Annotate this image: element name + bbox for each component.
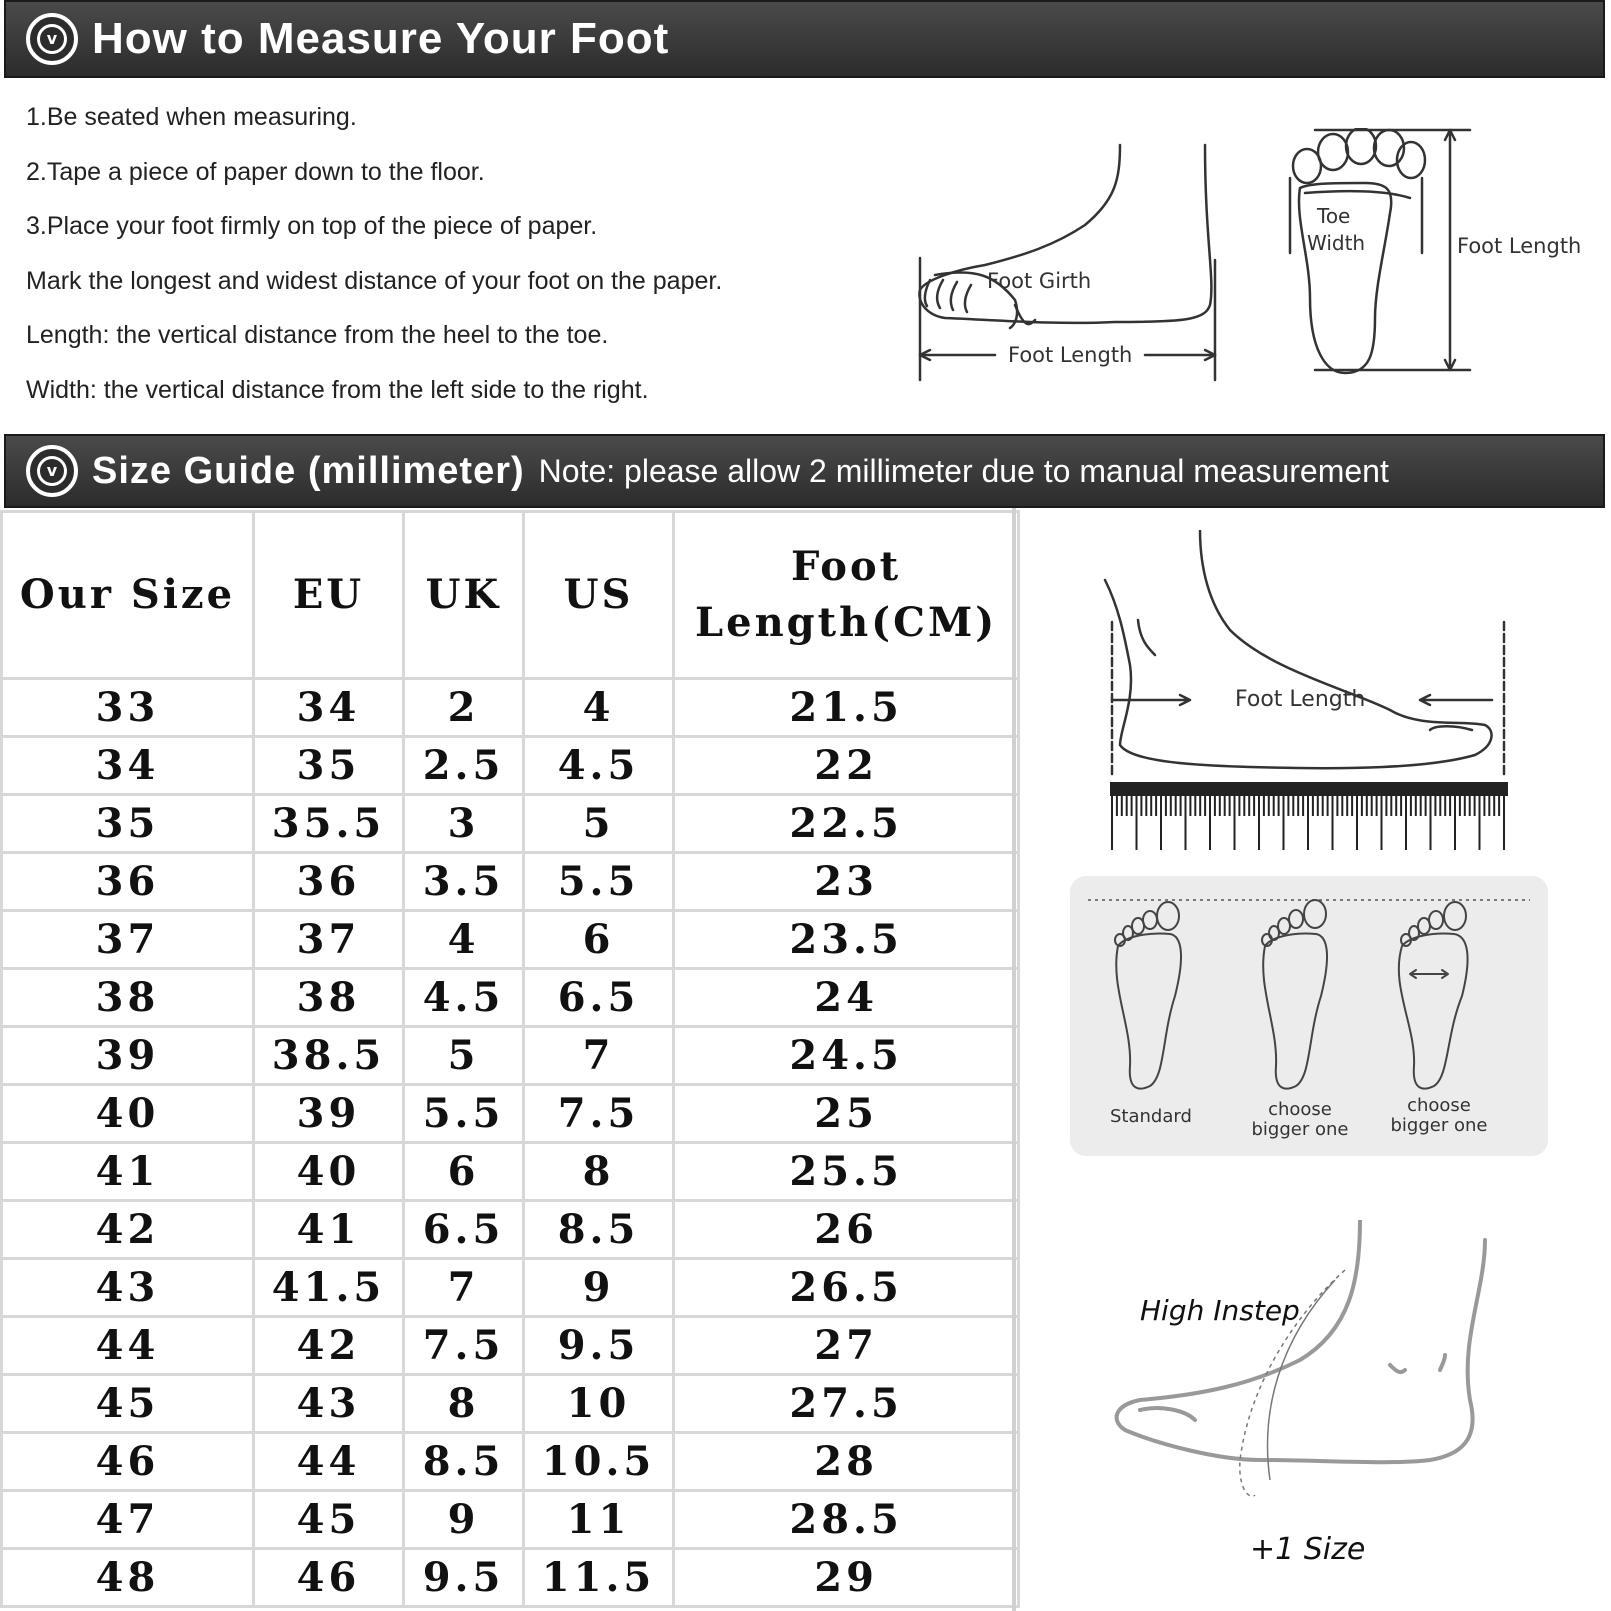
plus-one-size-text: +1 Size (1250, 1532, 1366, 1567)
header-foot-length: Foot Length(CM) (674, 512, 1019, 679)
table-cell: 47 (2, 1491, 254, 1549)
table-cell: 46 (2, 1433, 254, 1491)
table-cell: 42 (2, 1201, 254, 1259)
high-instep-label: High Instep (1140, 1294, 1300, 1327)
step-2: 2.Tape a piece of paper down to the floor. (26, 157, 485, 186)
table-cell: 39 (2, 1027, 254, 1085)
table-row (2, 1259, 1019, 1317)
table-cell: 42 (254, 1317, 404, 1375)
foot-length-side-label: Foot Length (1008, 343, 1133, 367)
table-row (2, 1375, 1019, 1433)
table-cell: 41 (2, 1143, 254, 1201)
table-cell: 10 (524, 1375, 674, 1433)
table-cell: 25 (674, 1085, 1019, 1143)
table-cell: 26.5 (674, 1259, 1019, 1317)
table-row (2, 1085, 1019, 1143)
table-cell: 23 (674, 853, 1019, 911)
table-row (2, 1201, 1019, 1259)
toe-width-label-1: Toe (1317, 204, 1351, 228)
table-cell: 10.5 (524, 1433, 674, 1491)
table-row (2, 1433, 1019, 1491)
table-cell: 25.5 (674, 1143, 1019, 1201)
table-cell: 23.5 (674, 911, 1019, 969)
table-cell: 8 (524, 1143, 674, 1201)
header-us: US (524, 512, 674, 679)
table-cell: 6 (524, 911, 674, 969)
table-cell: 9.5 (404, 1549, 524, 1607)
table-row (2, 679, 1019, 737)
table-row (2, 1317, 1019, 1375)
table-cell: 3.5 (404, 853, 524, 911)
table-cell: 5 (524, 795, 674, 853)
table-cell: 41 (254, 1201, 404, 1259)
table-cell: 5.5 (524, 853, 674, 911)
table-cell: 4 (524, 679, 674, 737)
chevron-down-icon: v (26, 445, 78, 497)
ruler-foot-diagram (1100, 530, 1520, 850)
table-cell: 21.5 (674, 679, 1019, 737)
page-title: How to Measure Your Foot (92, 14, 670, 63)
table-cell: 7.5 (524, 1085, 674, 1143)
table-cell: 22.5 (674, 795, 1019, 853)
table-row (2, 1491, 1019, 1549)
table-cell: 26 (674, 1201, 1019, 1259)
table-cell: 45 (254, 1491, 404, 1549)
table-cell: 44 (254, 1433, 404, 1491)
label-standard: Standard (1110, 1106, 1192, 1127)
table-cell: 9 (404, 1491, 524, 1549)
table-cell: 35.5 (254, 795, 404, 853)
table-header-row (2, 512, 1019, 679)
toe-comparison-card (1070, 876, 1548, 1156)
label-choose-bigger-1: choose bigger one (1251, 1099, 1349, 1140)
size-guide-bar (4, 434, 1605, 508)
toe-width-label-2: Width (1307, 231, 1366, 255)
table-row (2, 1027, 1019, 1085)
table-cell: 8 (404, 1375, 524, 1433)
size-table (0, 510, 1020, 1608)
table-row (2, 853, 1019, 911)
step-1: 1.Be seated when measuring. (26, 103, 357, 131)
table-cell: 27 (674, 1317, 1019, 1375)
size-guide-note: Note: please allow 2 millimeter due to manual measurement (538, 452, 1389, 489)
column-divider (1012, 508, 1016, 1611)
table-cell: 41.5 (254, 1259, 404, 1317)
size-table-body (2, 679, 1019, 1607)
table-cell: 40 (254, 1143, 404, 1201)
table-cell: 6.5 (404, 1201, 524, 1259)
table-cell: 37 (2, 911, 254, 969)
table-cell: 11 (524, 1491, 674, 1549)
table-cell: 6 (404, 1143, 524, 1201)
table-cell: 5.5 (404, 1085, 524, 1143)
table-cell: 39 (254, 1085, 404, 1143)
table-row (2, 1549, 1019, 1607)
table-cell: 38 (2, 969, 254, 1027)
side-foot-diagram (915, 140, 1245, 390)
measure-steps (26, 96, 722, 423)
size-guide-title: Size Guide (millimeter) (92, 449, 525, 492)
table-cell: 28 (674, 1433, 1019, 1491)
table-cell: 7 (524, 1027, 674, 1085)
table-cell: 24.5 (674, 1027, 1019, 1085)
table-cell: 34 (2, 737, 254, 795)
table-cell: 28.5 (674, 1491, 1019, 1549)
table-cell: 4 (404, 911, 524, 969)
table-cell: 7 (404, 1259, 524, 1317)
table-cell: 45 (2, 1375, 254, 1433)
step-4: Mark the longest and widest distance of your foot on the paper. (26, 266, 723, 295)
table-cell: 36 (2, 853, 254, 911)
table-cell: 2.5 (404, 737, 524, 795)
step-5: Length: the vertical distance from the heel to the toe. (26, 321, 609, 349)
table-row (2, 795, 1019, 853)
table-cell: 35 (254, 737, 404, 795)
table-cell: 33 (2, 679, 254, 737)
table-cell: 2 (404, 679, 524, 737)
table-cell: 38.5 (254, 1027, 404, 1085)
table-cell: 35 (2, 795, 254, 853)
table-cell: 9 (524, 1259, 674, 1317)
table-cell: 7.5 (404, 1317, 524, 1375)
table-cell: 3 (404, 795, 524, 853)
sole-foot-diagram (1285, 128, 1605, 388)
ruler-foot-length-label: Foot Length (1235, 687, 1366, 712)
table-cell: 48 (2, 1549, 254, 1607)
header-bar (4, 0, 1605, 78)
table-cell: 43 (2, 1259, 254, 1317)
table-cell: 5 (404, 1027, 524, 1085)
table-cell: 6.5 (524, 969, 674, 1027)
table-cell: 8.5 (404, 1433, 524, 1491)
table-cell: 4.5 (524, 737, 674, 795)
table-cell: 43 (254, 1375, 404, 1433)
foot-girth-label: Foot Girth (987, 269, 1092, 293)
table-row (2, 1143, 1019, 1201)
table-cell: 44 (2, 1317, 254, 1375)
table-cell: 9.5 (524, 1317, 674, 1375)
table-cell: 22 (674, 737, 1019, 795)
foot-length-sole-label: Foot Length (1457, 234, 1582, 258)
chevron-down-icon: v (26, 13, 78, 65)
table-cell: 34 (254, 679, 404, 737)
table-cell: 40 (2, 1085, 254, 1143)
table-cell: 4.5 (404, 969, 524, 1027)
label-choose-bigger-2: choose bigger one (1390, 1095, 1488, 1136)
table-row (2, 969, 1019, 1027)
step-6: Width: the vertical distance from the left side to the right. (26, 375, 649, 404)
header-eu: EU (254, 512, 404, 679)
table-cell: 24 (674, 969, 1019, 1027)
table-cell: 36 (254, 853, 404, 911)
size-table-wrap (0, 510, 1020, 1608)
header-uk: UK (404, 512, 524, 679)
table-row (2, 737, 1019, 795)
table-row (2, 911, 1019, 969)
table-cell: 38 (254, 969, 404, 1027)
table-cell: 8.5 (524, 1201, 674, 1259)
step-3: 3.Place your foot firmly on top of the piece of paper. (26, 212, 598, 240)
table-cell: 27.5 (674, 1375, 1019, 1433)
high-instep-diagram (1100, 1220, 1520, 1520)
table-cell: 29 (674, 1549, 1019, 1607)
table-cell: 46 (254, 1549, 404, 1607)
table-cell: 37 (254, 911, 404, 969)
header-our-size: Our Size (2, 512, 254, 679)
table-cell: 11.5 (524, 1549, 674, 1607)
